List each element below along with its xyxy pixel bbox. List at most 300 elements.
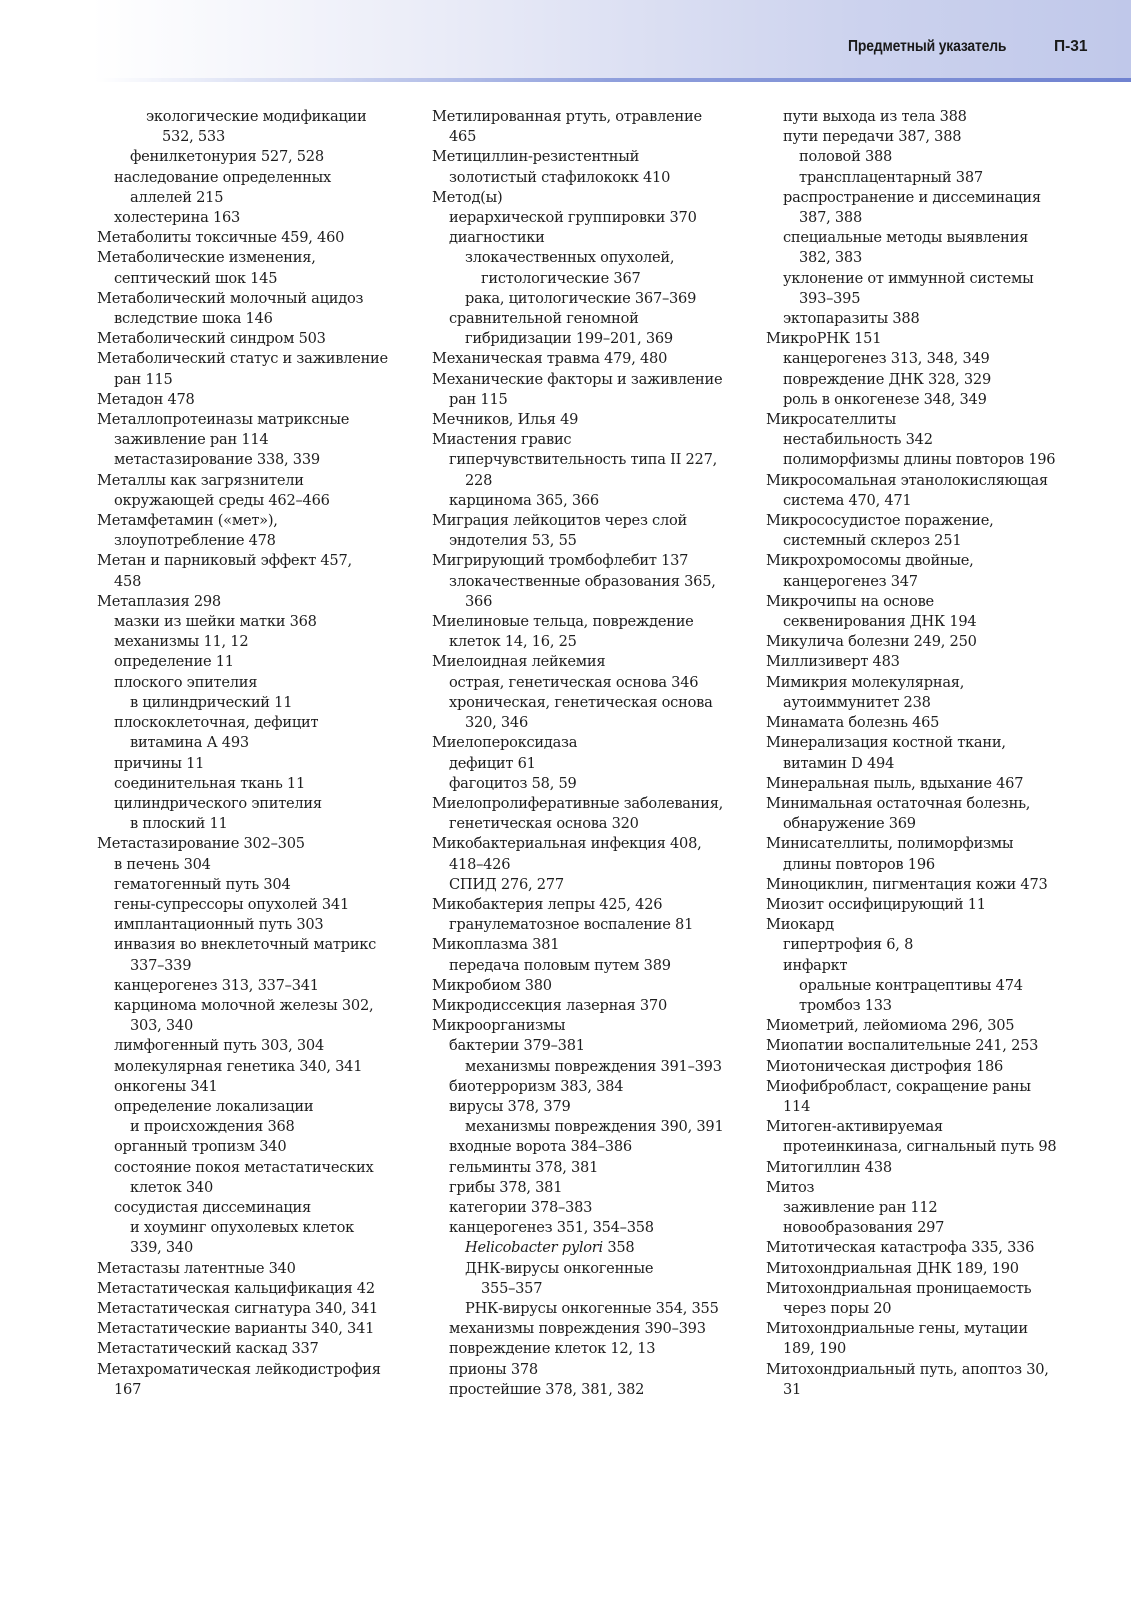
index-entry bbox=[432, 895, 723, 915]
index-entry bbox=[432, 1097, 723, 1117]
index-entry-text: Миелоидная лейкемия bbox=[432, 653, 606, 671]
index-entry-text: Митохондриальный путь, апоптоз 30, bbox=[766, 1360, 1049, 1378]
index-entry bbox=[97, 915, 388, 935]
index-entry bbox=[432, 1259, 723, 1279]
index-entry-text: Миелопролиферативные заболевания, bbox=[432, 794, 724, 812]
index-entry-text: повреждение ДНК 328, 329 bbox=[783, 370, 991, 388]
index-entry-text: мазки из шейки матки 368 bbox=[114, 613, 317, 631]
index-entry bbox=[432, 390, 723, 410]
index-entry bbox=[97, 1339, 388, 1359]
index-entry bbox=[432, 976, 723, 996]
index-entry-text: в плоский 11 bbox=[130, 815, 228, 833]
index-entry-text: вирусы 378, 379 bbox=[449, 1097, 571, 1115]
index-entry-text: заживление ран 112 bbox=[783, 1198, 938, 1216]
index-column-3 bbox=[766, 107, 1056, 1400]
index-entry-text: Микросомальная этанолокисляющая bbox=[766, 471, 1048, 489]
index-entry-text: фагоцитоз 58, 59 bbox=[449, 774, 577, 792]
index-entry-text: Метаболический статус и заживление bbox=[97, 350, 388, 368]
index-entry bbox=[432, 996, 723, 1016]
index-entry bbox=[432, 1380, 723, 1400]
index-entry-text: 337–339 bbox=[130, 956, 192, 974]
index-entry bbox=[766, 855, 1056, 875]
index-entry-text: Метаболический синдром 503 bbox=[97, 330, 326, 348]
index-entry bbox=[766, 1339, 1056, 1359]
index-entry-text: Митотическая катастрофа 335, 336 bbox=[766, 1239, 1035, 1257]
index-entry-text: имплантационный путь 303 bbox=[114, 916, 324, 934]
index-entry-text: клеток 14, 16, 25 bbox=[449, 633, 577, 651]
index-entry bbox=[766, 794, 1056, 814]
index-entry bbox=[97, 713, 388, 733]
index-entry-text: Минерализация костной ткани, bbox=[766, 734, 1006, 752]
index-entry-text: Микрохромосомы двойные, bbox=[766, 552, 974, 570]
index-entry-text: механизмы повреждения 391–393 bbox=[465, 1057, 722, 1075]
index-entry-text: 339, 340 bbox=[130, 1239, 193, 1257]
index-entry bbox=[97, 1137, 388, 1157]
index-entry-text: гипертрофия 6, 8 bbox=[783, 936, 914, 954]
index-entry-text: аллелей 215 bbox=[130, 188, 224, 206]
index-entry-text: Миозит оссифицирующий 11 bbox=[766, 895, 986, 913]
index-entry bbox=[432, 228, 723, 248]
index-entry bbox=[766, 713, 1056, 733]
index-entry-text: причины 11 bbox=[114, 754, 205, 772]
index-entry-text: Метастатические варианты 340, 341 bbox=[97, 1320, 375, 1338]
index-entry bbox=[766, 673, 1056, 693]
index-entry bbox=[432, 1178, 723, 1198]
index-entry-text: Митохондриальные гены, мутации bbox=[766, 1320, 1028, 1338]
index-entry-text: Метастазирование 302–305 bbox=[97, 835, 305, 853]
index-entry-text: Миастения гравис bbox=[432, 431, 572, 449]
index-entry bbox=[766, 147, 1056, 167]
index-entry bbox=[97, 895, 388, 915]
index-entry bbox=[432, 450, 723, 470]
index-entry bbox=[766, 309, 1056, 329]
index-entry-text: Мечников, Илья 49 bbox=[432, 411, 579, 429]
index-entry bbox=[432, 329, 723, 349]
index-entry-text: холестерина 163 bbox=[114, 209, 241, 227]
index-entry bbox=[97, 370, 388, 390]
index-entry bbox=[97, 1380, 388, 1400]
index-entry bbox=[97, 410, 388, 430]
index-entry-text: гиперчувствительность типа II 227, bbox=[449, 451, 718, 469]
index-entry-text: СПИД 276, 277 bbox=[449, 875, 564, 893]
index-entry-text: ран 115 bbox=[114, 370, 173, 388]
index-entry-text: входные ворота 384–386 bbox=[449, 1138, 632, 1156]
index-entry bbox=[97, 632, 388, 652]
index-entry-text: Механическая травма 479, 480 bbox=[432, 350, 668, 368]
index-entry bbox=[766, 976, 1056, 996]
index-entry bbox=[97, 168, 388, 188]
index-entry-text: механизмы повреждения 390, 391 bbox=[465, 1118, 724, 1136]
index-entry-text: Микроорганизмы bbox=[432, 1017, 566, 1035]
index-entry-text: уклонение от иммунной системы bbox=[783, 269, 1034, 287]
index-entry-text: определение локализации bbox=[114, 1097, 314, 1115]
index-entry-text: Метастатический каскад 337 bbox=[97, 1340, 319, 1358]
index-entry-text: 228 bbox=[465, 471, 493, 489]
index-entry bbox=[766, 1360, 1056, 1380]
index-entry-text: канцерогенез 347 bbox=[783, 572, 918, 590]
index-entry-text: Миноциклин, пигментация кожи 473 bbox=[766, 875, 1048, 893]
index-entry-text: Митохондриальная проницаемость bbox=[766, 1279, 1032, 1297]
index-entry bbox=[432, 410, 723, 430]
index-entry-text: Метастатическая сигнатура 340, 341 bbox=[97, 1299, 379, 1317]
index-entry bbox=[97, 1178, 388, 1198]
index-entry bbox=[97, 794, 388, 814]
index-entry-text: гены-супрессоры опухолей 341 bbox=[114, 895, 349, 913]
index-entry bbox=[97, 1198, 388, 1218]
index-entry bbox=[766, 1036, 1056, 1056]
index-entry bbox=[766, 1380, 1056, 1400]
index-entry bbox=[766, 188, 1056, 208]
index-entry-text: 31 bbox=[783, 1380, 802, 1398]
index-entry-text: заживление ран 114 bbox=[114, 431, 269, 449]
index-entry-text: Миокард bbox=[766, 916, 834, 934]
index-entry bbox=[97, 693, 388, 713]
index-entry-text: Металлы как загрязнители bbox=[97, 471, 304, 489]
index-entry-text: злокачественные образования 365, bbox=[449, 572, 716, 590]
index-entry-text: Металлопротеиназы матриксные bbox=[97, 411, 350, 429]
index-entry-text: Миопатии воспалительные 241, 253 bbox=[766, 1037, 1039, 1055]
index-entry bbox=[432, 774, 723, 794]
index-entry-text: карцинома молочной железы 302, bbox=[114, 996, 374, 1014]
index-entry-text: простейшие 378, 381, 382 bbox=[449, 1380, 645, 1398]
index-entry-text: Миометрий, лейомиома 296, 305 bbox=[766, 1017, 1015, 1035]
index-column-1 bbox=[97, 107, 388, 1400]
index-entry bbox=[432, 511, 723, 531]
index-entry bbox=[97, 754, 388, 774]
index-entry-text: Микросателлиты bbox=[766, 411, 896, 429]
index-entry bbox=[766, 551, 1056, 571]
running-head-title: Предметный указатель bbox=[848, 38, 1007, 55]
index-entry bbox=[432, 794, 723, 814]
index-entry bbox=[97, 1218, 388, 1238]
index-entry-text: Метаплазия 298 bbox=[97, 592, 221, 610]
index-entry bbox=[97, 1077, 388, 1097]
index-entry-text: тромбоз 133 bbox=[799, 996, 892, 1014]
index-entry-text: трансплацентарный 387 bbox=[799, 168, 983, 186]
index-entry bbox=[432, 1016, 723, 1036]
index-entry bbox=[766, 1016, 1056, 1036]
index-entry-text: гибридизации 199–201, 369 bbox=[465, 330, 673, 348]
index-entry bbox=[766, 1117, 1056, 1137]
index-entry-text: 393–395 bbox=[799, 289, 861, 307]
index-entry bbox=[432, 834, 723, 854]
index-entry-text: Микрососудистое поражение, bbox=[766, 512, 994, 530]
index-entry bbox=[766, 269, 1056, 289]
index-entry-text: метастазирование 338, 339 bbox=[114, 451, 320, 469]
page-number: П-31 bbox=[1054, 38, 1088, 55]
index-entry bbox=[432, 289, 723, 309]
index-entry bbox=[432, 1279, 723, 1299]
index-entry bbox=[432, 855, 723, 875]
index-entry-text: эндотелия 53, 55 bbox=[449, 532, 577, 550]
index-entry-text: инфаркт bbox=[783, 956, 848, 974]
index-entry-text: Миллизиверт 483 bbox=[766, 653, 900, 671]
index-entry-text: Микобактериальная инфекция 408, bbox=[432, 835, 702, 853]
index-entry-text: полиморфизмы длины повторов 196 bbox=[783, 451, 1056, 469]
index-entry bbox=[432, 349, 723, 369]
index-entry bbox=[97, 188, 388, 208]
index-entry bbox=[766, 733, 1056, 753]
index-entry-text: Миофибробласт, сокращение раны bbox=[766, 1077, 1031, 1095]
index-entry bbox=[97, 1238, 388, 1258]
index-entry-text: Метастатическая кальцификация 42 bbox=[97, 1279, 375, 1297]
index-entry-text: сравнительной геномной bbox=[449, 310, 639, 328]
index-entry-text: Миграция лейкоцитов через слой bbox=[432, 512, 688, 530]
index-entry-text: 114 bbox=[783, 1097, 811, 1115]
index-entry bbox=[97, 935, 388, 955]
index-entry-text: МикроРНК 151 bbox=[766, 330, 882, 348]
index-entry-text: Миелиновые тельца, повреждение bbox=[432, 613, 694, 631]
index-entry bbox=[432, 147, 723, 167]
index-entry-text: Метициллин-резистентный bbox=[432, 148, 640, 166]
index-entry-text: специальные методы выявления bbox=[783, 229, 1029, 247]
index-entry-text: плоского эпителия bbox=[114, 673, 258, 691]
index-entry-text: Метадон 478 bbox=[97, 390, 195, 408]
index-entry bbox=[432, 551, 723, 571]
index-entry bbox=[97, 551, 388, 571]
index-entry bbox=[432, 632, 723, 652]
index-entry bbox=[766, 693, 1056, 713]
index-entry-text: и хоуминг опухолевых клеток bbox=[130, 1219, 355, 1237]
index-entry bbox=[97, 1097, 388, 1117]
index-entry bbox=[97, 450, 388, 470]
index-entry-text: через поры 20 bbox=[783, 1299, 892, 1317]
index-entry bbox=[432, 915, 723, 935]
index-entry bbox=[432, 1198, 723, 1218]
index-entry-text: лимфогенный путь 303, 304 bbox=[114, 1037, 324, 1055]
index-entry bbox=[766, 531, 1056, 551]
index-entry bbox=[97, 1036, 388, 1056]
index-entry bbox=[432, 814, 723, 834]
index-entry bbox=[766, 370, 1056, 390]
index-entry-text: фенилкетонурия 527, 528 bbox=[130, 148, 324, 166]
index-entry bbox=[766, 612, 1056, 632]
index-entry-text: Микулича болезни 249, 250 bbox=[766, 633, 977, 651]
index-entry bbox=[766, 107, 1056, 127]
index-entry bbox=[97, 531, 388, 551]
index-entry-text: Helicobacter pylori bbox=[465, 1239, 603, 1257]
index-entry-text: канцерогенез 313, 348, 349 bbox=[783, 350, 990, 368]
index-entry-text: РНК-вирусы онкогенные 354, 355 bbox=[465, 1299, 719, 1317]
index-entry bbox=[766, 1198, 1056, 1218]
index-entry-text: Миотоническая дистрофия 186 bbox=[766, 1057, 1004, 1075]
index-entry-text: биотерроризм 383, 384 bbox=[449, 1077, 624, 1095]
index-entry-text: 382, 383 bbox=[799, 249, 862, 267]
index-entry bbox=[97, 349, 388, 369]
index-entry bbox=[97, 1117, 388, 1137]
index-entry bbox=[766, 1319, 1056, 1339]
index-entry bbox=[766, 814, 1056, 834]
index-entry bbox=[766, 935, 1056, 955]
index-entry-text: 387, 388 bbox=[799, 209, 862, 227]
index-entry bbox=[766, 895, 1056, 915]
index-entry-text: генетическая основа 320 bbox=[449, 815, 639, 833]
header-rule bbox=[95, 78, 1131, 82]
index-entry bbox=[97, 976, 388, 996]
index-entry-text: пути передачи 387, 388 bbox=[783, 128, 962, 146]
index-entry-text: Микродиссекция лазерная 370 bbox=[432, 996, 667, 1014]
index-entry bbox=[432, 531, 723, 551]
index-entry-text: наследование определенных bbox=[114, 168, 331, 186]
index-column-2 bbox=[432, 107, 723, 1400]
index-entry-text: механизмы повреждения 390–393 bbox=[449, 1320, 706, 1338]
index-entry-text: обнаружение 369 bbox=[783, 815, 916, 833]
index-entry-text: септический шок 145 bbox=[114, 269, 278, 287]
index-entry-text: Микрочипы на основе bbox=[766, 592, 934, 610]
index-entry bbox=[432, 693, 723, 713]
index-entry bbox=[766, 491, 1056, 511]
index-entry-text: Миелопероксидаза bbox=[432, 734, 578, 752]
index-entry bbox=[432, 1117, 723, 1137]
index-entry bbox=[97, 592, 388, 612]
index-entry-text: длины повторов 196 bbox=[783, 855, 935, 873]
index-entry bbox=[766, 208, 1056, 228]
index-entry bbox=[766, 834, 1056, 854]
index-entry-text: витамина А 493 bbox=[130, 734, 249, 752]
index-entry bbox=[97, 1299, 388, 1319]
index-entry-text: витамин D 494 bbox=[783, 754, 895, 772]
index-entry-text: Микробиом 380 bbox=[432, 976, 552, 994]
index-entry bbox=[432, 1299, 723, 1319]
index-entry bbox=[432, 572, 723, 592]
index-entry bbox=[766, 754, 1056, 774]
index-entry bbox=[432, 248, 723, 268]
index-entry-text: рака, цитологические 367–369 bbox=[465, 289, 697, 307]
index-entry bbox=[97, 127, 388, 147]
index-entry-text: инвазия во внеклеточный матрикс bbox=[114, 936, 377, 954]
index-entry bbox=[432, 309, 723, 329]
index-entry-text: Метамфетамин («мет»), bbox=[97, 512, 278, 530]
index-entry-text: Микоплазма 381 bbox=[432, 936, 560, 954]
index-entry-text: органный тропизм 340 bbox=[114, 1138, 287, 1156]
index-entry-text: Метаболиты токсичные 459, 460 bbox=[97, 229, 345, 247]
index-entry bbox=[97, 956, 388, 976]
index-entry-text: прионы 378 bbox=[449, 1360, 538, 1378]
index-entry-text: 418–426 bbox=[449, 855, 511, 873]
index-entry bbox=[432, 673, 723, 693]
index-entry-text: 167 bbox=[114, 1380, 142, 1398]
index-entry-text: определение 11 bbox=[114, 653, 234, 671]
index-entry-text: дефицит 61 bbox=[449, 754, 536, 772]
index-entry-text: роль в онкогенезе 348, 349 bbox=[783, 390, 987, 408]
index-entry bbox=[766, 1077, 1056, 1097]
index-entry bbox=[766, 127, 1056, 147]
index-entry bbox=[766, 289, 1056, 309]
index-entry-text: аутоиммунитет 238 bbox=[783, 693, 931, 711]
index-entry-text: Минисателлиты, полиморфизмы bbox=[766, 835, 1014, 853]
index-entry-text: канцерогенез 351, 354–358 bbox=[449, 1219, 654, 1237]
index-entry bbox=[97, 733, 388, 753]
index-entry bbox=[432, 612, 723, 632]
index-entry bbox=[432, 652, 723, 672]
index-entry bbox=[432, 1036, 723, 1056]
index-entry-text: Митогиллин 438 bbox=[766, 1158, 892, 1176]
index-entry-text: Механические факторы и заживление bbox=[432, 370, 723, 388]
index-entry bbox=[97, 572, 388, 592]
index-entry bbox=[97, 208, 388, 228]
index-entry bbox=[766, 450, 1056, 470]
index-entry-text: 320, 346 bbox=[465, 714, 528, 732]
index-entry bbox=[97, 329, 388, 349]
index-entry-text: онкогены 341 bbox=[114, 1077, 218, 1095]
index-entry-text: в цилиндрический 11 bbox=[130, 693, 293, 711]
index-entry-text: 189, 190 bbox=[783, 1340, 846, 1358]
index-entry bbox=[766, 390, 1056, 410]
index-entry bbox=[432, 754, 723, 774]
index-entry bbox=[432, 1077, 723, 1097]
index-entry bbox=[766, 1097, 1056, 1117]
index-entry bbox=[766, 1158, 1056, 1178]
index-entry bbox=[432, 430, 723, 450]
index-entry-text: золотистый стафилококк 410 bbox=[449, 168, 671, 186]
index-entry-text: ДНК-вирусы онкогенные bbox=[465, 1259, 654, 1277]
index-entry-text: системный склероз 251 bbox=[783, 532, 962, 550]
index-entry bbox=[766, 228, 1056, 248]
index-entry-text: Микобактерия лепры 425, 426 bbox=[432, 895, 663, 913]
index-entry-text: половой 388 bbox=[799, 148, 893, 166]
index-entry bbox=[432, 1339, 723, 1359]
index-entry bbox=[97, 471, 388, 491]
index-entry-text: состояние покоя метастатических bbox=[114, 1158, 374, 1176]
index-entry bbox=[766, 329, 1056, 349]
index-entry-text: гельминты 378, 381 bbox=[449, 1158, 599, 1176]
index-entry bbox=[432, 1238, 723, 1258]
index-entry-text: грибы 378, 381 bbox=[449, 1178, 563, 1196]
index-entry-text: система 470, 471 bbox=[783, 491, 912, 509]
index-entry bbox=[97, 390, 388, 410]
index-entry bbox=[766, 572, 1056, 592]
index-entry-text: Минеральная пыль, вдыхание 467 bbox=[766, 774, 1024, 792]
index-entry bbox=[97, 269, 388, 289]
index-entry bbox=[97, 612, 388, 632]
index-entry-pages: 358 bbox=[602, 1239, 635, 1257]
index-entry bbox=[432, 370, 723, 390]
index-entry-text: секвенирования ДНК 194 bbox=[783, 613, 977, 631]
index-entry-text: Мигрирующий тромбофлебит 137 bbox=[432, 552, 689, 570]
index-entry bbox=[432, 956, 723, 976]
index-entry-text: экологические модификации bbox=[146, 108, 367, 125]
index-entry-text: 532, 533 bbox=[162, 128, 225, 146]
index-entry bbox=[766, 1218, 1056, 1238]
index-entry-text: 465 bbox=[449, 128, 477, 146]
index-entry bbox=[97, 430, 388, 450]
index-entry bbox=[97, 1158, 388, 1178]
index-entry-text: цилиндрического эпителия bbox=[114, 794, 322, 812]
index-entry-text: хроническая, генетическая основа bbox=[449, 693, 713, 711]
index-entry bbox=[766, 956, 1056, 976]
index-entry-text: 355–357 bbox=[481, 1279, 543, 1297]
index-entry-text: вследствие шока 146 bbox=[114, 310, 273, 328]
index-entry bbox=[432, 1218, 723, 1238]
index-entry-text: Метан и парниковый эффект 457, bbox=[97, 552, 352, 570]
index-entry-text: клеток 340 bbox=[130, 1178, 214, 1196]
index-entry-text: ран 115 bbox=[449, 390, 508, 408]
index-entry bbox=[432, 1137, 723, 1157]
index-entry bbox=[432, 875, 723, 895]
index-entry bbox=[766, 430, 1056, 450]
index-entry bbox=[97, 1360, 388, 1380]
index-entry bbox=[97, 107, 388, 127]
index-entry-text: 303, 340 bbox=[130, 1017, 193, 1035]
index-entry-text: иерархической группировки 370 bbox=[449, 209, 697, 227]
index-entry bbox=[766, 410, 1056, 430]
index-entry bbox=[766, 652, 1056, 672]
index-entry bbox=[766, 632, 1056, 652]
index-entry bbox=[766, 349, 1056, 369]
index-entry bbox=[97, 652, 388, 672]
index-entry-text: гистологические 367 bbox=[481, 269, 641, 287]
index-entry bbox=[97, 855, 388, 875]
